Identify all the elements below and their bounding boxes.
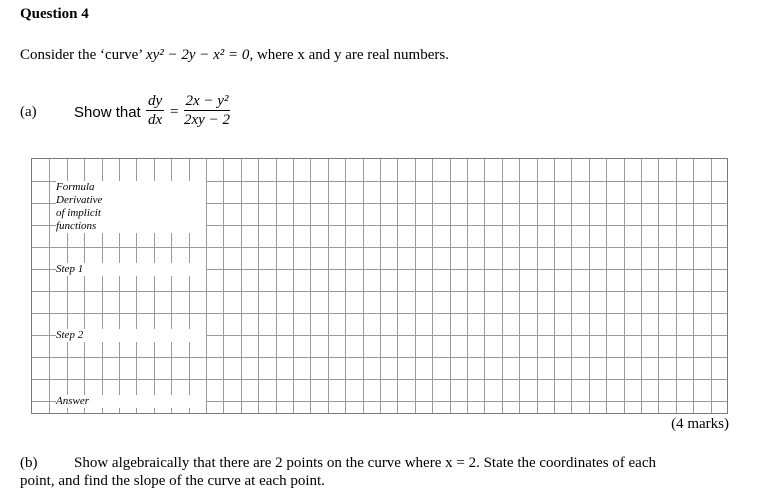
result-fraction: [182, 93, 232, 128]
derivative-denominator: dx: [148, 112, 163, 128]
grid-row-line: [32, 357, 727, 358]
formula-line: Formula: [56, 181, 95, 193]
part-b-label: (b): [20, 455, 38, 471]
question-intro: [20, 47, 449, 64]
grid-column-line: [310, 159, 311, 413]
formula-line: of implicit: [56, 207, 101, 219]
grid-column-line: [711, 159, 712, 413]
result-denominator: 2xy − 2: [184, 112, 230, 128]
formula-line: functions: [56, 220, 97, 232]
grid-column-line: [450, 159, 451, 413]
grid-column-line: [258, 159, 259, 413]
result-numerator: 2x − y²: [185, 93, 229, 109]
grid-column-line: [397, 159, 398, 413]
grid-column-line: [293, 159, 294, 413]
grid-column-line: [467, 159, 468, 413]
grid-column-line: [589, 159, 590, 413]
grid-column-line: [223, 159, 224, 413]
equals-sign: =: [170, 104, 179, 120]
part-a-marks: (4 marks): [671, 416, 729, 432]
grid-column-line: [658, 159, 659, 413]
grid-column-line: [49, 159, 50, 413]
grid-row-line: [32, 247, 727, 248]
formula-line: Derivative: [56, 194, 103, 206]
grid-column-line: [537, 159, 538, 413]
grid-row-line: [32, 313, 727, 314]
derivative-numerator: dy: [148, 93, 163, 109]
grid-column-line: [276, 159, 277, 413]
grid-row-line: [32, 291, 727, 292]
step1-label: Step 1: [56, 263, 206, 276]
grid-column-line: [676, 159, 677, 413]
grid-column-line: [363, 159, 364, 413]
grid-column-line: [502, 159, 503, 413]
grid-column-line: [693, 159, 694, 413]
grid-column-line: [206, 159, 207, 413]
formula-label: [56, 181, 206, 233]
grid-column-line: [328, 159, 329, 413]
part-b-text-continued: point, and find the slope of the curve at each point.: [20, 473, 325, 489]
grid-column-line: [641, 159, 642, 413]
answer-label: Answer: [56, 395, 206, 408]
answer-grid[interactable]: [31, 158, 728, 414]
part-a-label: (a): [20, 104, 37, 120]
intro-equation: xy² − 2y − x² = 0: [145, 47, 250, 63]
question-title: Question 4: [20, 6, 89, 22]
derivative-fraction: [146, 93, 164, 128]
intro-prefix: Consider the ‘curve’: [20, 47, 146, 63]
part-a-text: Show that: [74, 104, 141, 121]
grid-column-line: [484, 159, 485, 413]
grid-column-line: [345, 159, 346, 413]
part-b-text: Show algebraically that there are 2 points on the curve where x = 2. State the coordinates of each: [74, 455, 656, 471]
grid-column-line: [519, 159, 520, 413]
intro-suffix: , where x and y are real numbers.: [249, 47, 449, 63]
grid-column-line: [624, 159, 625, 413]
grid-column-line: [380, 159, 381, 413]
grid-column-line: [432, 159, 433, 413]
grid-column-line: [571, 159, 572, 413]
step2-label: Step 2: [56, 329, 206, 342]
grid-column-line: [241, 159, 242, 413]
grid-column-line: [606, 159, 607, 413]
grid-column-line: [415, 159, 416, 413]
grid-row-line: [32, 379, 727, 380]
grid-column-line: [554, 159, 555, 413]
